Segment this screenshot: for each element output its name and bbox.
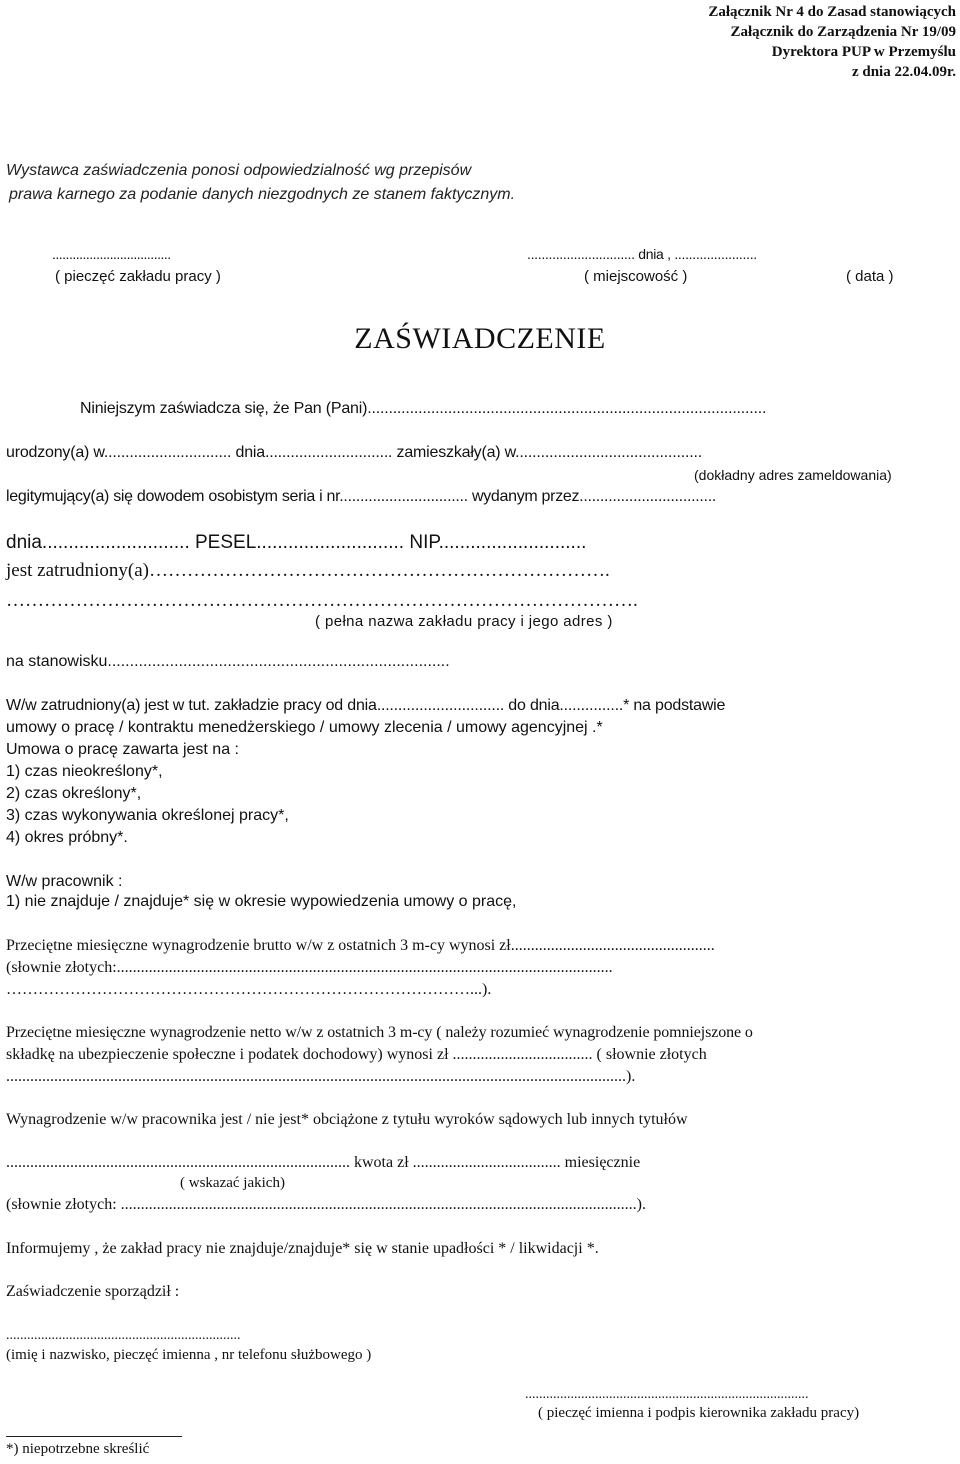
contract-item-4: 4) okres próbny*. — [6, 829, 128, 846]
worker-item: 1) nie znajduje / znajduje* się w okresie wypowiedzenia umowy o pracę, — [6, 893, 517, 910]
prepared-dots: ................................................................... — [6, 1328, 241, 1343]
employment-line-1: W/w zatrudniony(a) jest w tut. zakładzie pracy od dnia.............................. do dnia...............* na podstawie — [6, 697, 726, 714]
header-line-3: Dyrektora PUP w Przemyślu — [771, 44, 956, 60]
attachment-header — [708, 2, 956, 82]
header-line-1: Załącznik Nr 4 do Zasad stanowiących — [708, 4, 956, 20]
warning-line-1: Wystawca zaświadczenia ponosi odpowiedzialność wg przepisów — [6, 162, 472, 179]
employer-hint: ( pełna nazwa zakładu pracy i jego adres ) — [315, 613, 613, 630]
dnia-pesel-nip-line: dnia............................ PESEL............................ NIP............................ — [6, 532, 587, 553]
place-label: ( miejscowość ) — [584, 268, 688, 285]
contract-item-1: 1) czas nieokreślony*, — [6, 763, 163, 780]
header-line-4: z dnia 22.04.09r. — [851, 64, 956, 80]
contract-item-2: 2) czas określony*, — [6, 785, 142, 802]
gross-line-2: (słownie złotych:............................................................................................................................ — [6, 959, 613, 976]
stamp-dots: ................................... — [52, 246, 171, 262]
certify-line: Niniejszym zaświadcza się, że Pan (Pani).............................................................................................. — [80, 400, 767, 417]
warning-line-2: prawa karnego za podanie danych niezgodnych ze stanem faktycznym. — [9, 186, 516, 203]
document-title: ZAŚWIADCZENIE — [354, 322, 606, 355]
manager-hint: ( pieczęć imienna i podpis kierownika zakładu pracy) — [538, 1405, 860, 1421]
footnote-rule — [6, 1436, 182, 1437]
employed-line: jest zatrudniony(a)………………………………………………………………. — [6, 560, 610, 581]
date-label: ( data ) — [846, 268, 894, 285]
worker-intro: W/w pracownik : — [6, 873, 123, 890]
footnote: *) niepotrzebne skreślić — [6, 1441, 150, 1457]
contract-item-3: 3) czas wykonywania określonej pracy*, — [6, 807, 289, 824]
header-line-2: Załącznik do Zarządzenia Nr 19/09 — [730, 24, 956, 40]
net-line-2: składkę na ubezpieczenie społeczne i podatek dochodowy) wynosi zł ................................... ( słownie złotych — [6, 1046, 707, 1063]
prepared-hint: (imię i nazwisko, pieczęć imienna , nr telefonu służbowego ) — [6, 1347, 372, 1363]
employment-line-2: umowy o pracę / kontraktu menedżerskiego / umowy zlecenia / umowy agencyjnej .* — [6, 719, 603, 736]
amount-line: ...................................................................................... kwota zł ..................................... miesięcznie — [6, 1154, 641, 1171]
gross-line-1: Przeciętne miesięczne wynagrodzenie brutto w/w z ostatnich 3 m-cy wynosi zł................................................... — [6, 937, 715, 954]
net-line-1: Przeciętne miesięczne wynagrodzenie netto w/w z ostatnich 3 m-cy ( należy rozumieć wynagrodzenie pomniejszone o — [6, 1024, 753, 1041]
contract-intro: Umowa o pracę zawarta jest na : — [6, 741, 239, 758]
born-line: urodzony(a) w.............................. dnia.............................. zamieszkały(a) w............................................ — [6, 444, 702, 461]
place-date-dots: .............................. dnia , ....................... — [527, 246, 757, 262]
net-line-3: ...........................................................................................................................................................). — [6, 1068, 636, 1085]
prepared-by-label: Zaświadczenie sporządził : — [6, 1283, 180, 1300]
position-line: na stanowisku............................................................................. — [6, 653, 450, 670]
manager-dots: ................................................................................. — [525, 1387, 809, 1402]
employer-dots-line: ………………………………………………………………………………………. — [6, 590, 638, 611]
bankruptcy-line: Informujemy , że zakład pracy nie znajduje/znajduje* się w stanie upadłości * / likwidacji *. — [6, 1240, 599, 1257]
id-line: legitymujący(a) się dowodem osobistym seria i nr............................... wydanym przez................................. — [6, 488, 716, 505]
words-line: (słownie złotych: .................................................................................................................................). — [6, 1196, 646, 1213]
indicate-hint: ( wskazać jakich) — [180, 1175, 285, 1191]
address-hint: (dokładny adres zameldowania) — [694, 467, 892, 483]
burden-line: Wynagrodzenie w/w pracownika jest / nie jest* obciążone z tytułu wyroków sądowych lub innych tytułów — [6, 1111, 688, 1128]
stamp-label: ( pieczęć zakładu pracy ) — [55, 268, 221, 285]
gross-line-3: ……………………………………………………………………………...). — [6, 981, 492, 998]
